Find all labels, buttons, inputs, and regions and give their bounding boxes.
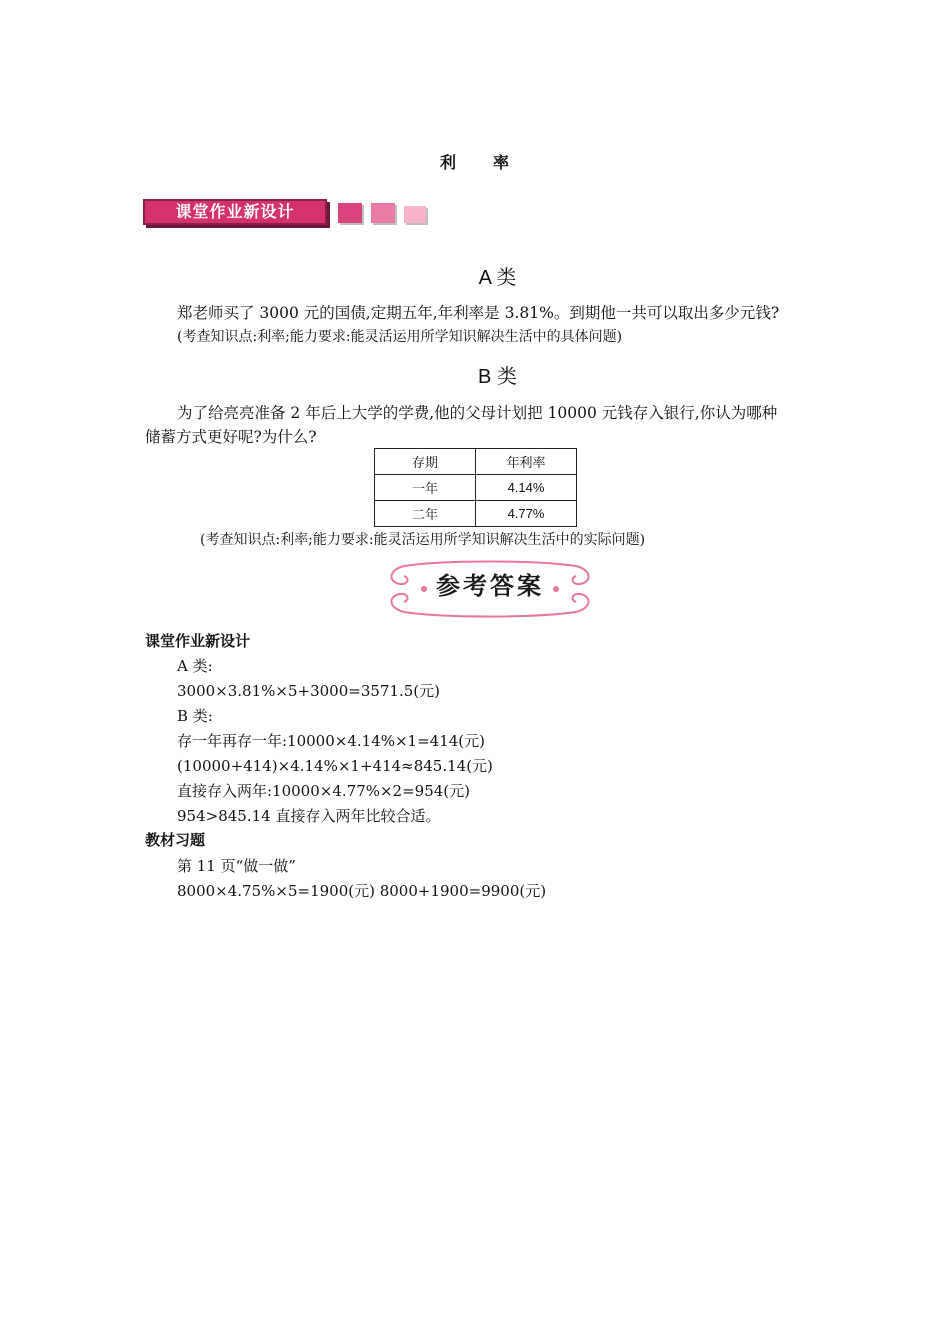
banner-square-decoration	[338, 203, 362, 223]
answers-section-title: 课堂作业新设计	[145, 633, 251, 650]
table-header-row	[375, 449, 577, 475]
table-cell: 一年	[375, 475, 476, 501]
table-cell: 二年	[375, 501, 476, 527]
table-header-cell: 年利率	[476, 449, 577, 475]
answer-b-line-4: 954>845.14 直接存入两年比较合适。	[177, 807, 441, 825]
banner-square-decoration	[404, 206, 426, 223]
answer-b-line-1: 存一年再存一年:10000×4.14%×1=414(元)	[177, 732, 486, 750]
question-b-line-2: 储蓄方式更好呢?为什么?	[145, 428, 317, 446]
question-b-line-1: 为了给亮亮准备 2 年后上大学的学费,他的父母计划把 10000 元钱存入银行,你认为哪种	[177, 404, 778, 422]
table-row	[375, 475, 577, 501]
answer-b-label: B 类:	[177, 707, 213, 725]
category-b-heading: B 类	[478, 366, 517, 388]
interest-rate-table	[374, 448, 577, 527]
category-a-heading: A 类	[478, 267, 517, 289]
answer-b-line-3: 直接存入两年:10000×4.77%×2=954(元)	[177, 782, 471, 800]
table-cell: 4.14%	[476, 475, 577, 501]
section-banner: 课堂作业新设计	[143, 199, 327, 225]
question-b-note: (考查知识点:利率;能力要求:能灵活运用所学知识解决生活中的实际问题)	[200, 532, 646, 548]
banner-square-decoration	[371, 203, 395, 223]
answers-banner-title: 参考答案	[436, 571, 544, 600]
table-row	[375, 501, 577, 527]
page-title-char-2: 率	[493, 153, 511, 172]
question-a: 郑老师买了 3000 元的国债,定期五年,年利率是 3.81%。到期他一共可以取出多少元钱?	[177, 304, 780, 322]
page-title-char-1: 利	[439, 153, 457, 172]
table-header-cell: 存期	[375, 449, 476, 475]
textbook-page-reference: 第 11 页“做一做”	[177, 857, 296, 875]
question-a-note: (考查知识点:利率;能力要求:能灵活运用所学知识解决生活中的具体问题)	[177, 329, 623, 345]
answer-a-line: 3000×3.81%×5+3000=3571.5(元)	[177, 682, 441, 700]
table-cell: 4.77%	[476, 501, 577, 527]
textbook-answer-line: 8000×4.75%×5=1900(元) 8000+1900=9900(元)	[177, 882, 547, 900]
page-title	[0, 150, 950, 173]
textbook-exercises-title: 教材习题	[145, 832, 206, 849]
answer-a-label: A 类:	[177, 657, 213, 675]
answer-b-line-2: (10000+414)×4.14%×1+414≈845.14(元)	[177, 757, 493, 775]
